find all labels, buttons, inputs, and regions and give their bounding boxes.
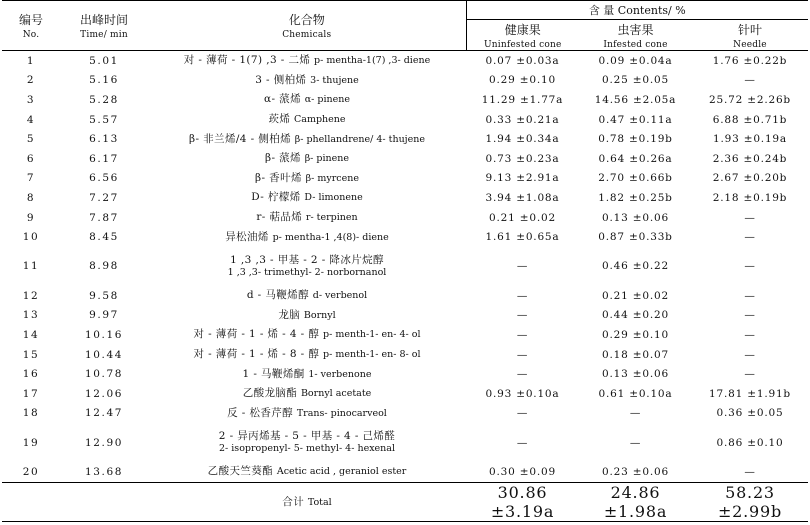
row-needle: 6.88 ±0.71b: [712, 113, 788, 126]
row-number: 3: [26, 93, 36, 106]
chemical-name-en: p- menth-1- en- 4- ol: [323, 329, 421, 341]
row-time: 5.16: [89, 74, 119, 87]
row-number: 9: [26, 211, 36, 224]
row-chemical: [148, 345, 466, 365]
row-chemical: [148, 306, 466, 326]
chemical-name-zh: β- 非兰烯/4 - 侧柏烯: [189, 132, 291, 145]
chemical-name-en: Trans- pinocarveol: [296, 407, 387, 419]
table-header: [2, 1, 808, 51]
table-row: [2, 404, 808, 424]
row-time: 8.45: [89, 231, 119, 244]
header-infested-en: Infested cone: [603, 39, 668, 50]
table-row: [2, 227, 808, 247]
row-chemical: [148, 188, 466, 208]
row-number: 14: [22, 328, 40, 341]
row-time: 13.68: [84, 465, 124, 478]
chemical-name-zh: 1 ,3 ,3 - 甲基 - 2 - 降冰片烷醇: [230, 253, 384, 266]
header-time-en: Time/ min: [80, 30, 128, 40]
row-needle: 2.67 ±0.20b: [712, 172, 788, 185]
row-needle: 2.18 ±0.19b: [712, 191, 788, 204]
table-row: [2, 71, 808, 91]
chemical-name-zh: 龙脑: [278, 308, 301, 321]
row-uninfested: —: [516, 436, 529, 449]
row-chemical: [148, 71, 466, 91]
table-row: [2, 306, 808, 326]
row-chemical: [148, 286, 466, 306]
total-row: [2, 482, 808, 521]
row-uninfested: 1.94 ±0.34a: [485, 133, 560, 146]
header-uninfested: [466, 20, 579, 51]
row-time: 6.17: [89, 152, 119, 165]
table-row: [2, 462, 808, 482]
table-row: [2, 384, 808, 404]
chemical-name-en: α- pinene: [304, 94, 350, 106]
chemical-name-en: d- verbenol: [312, 290, 368, 302]
chemical-name-en: β- pinene: [304, 153, 350, 165]
row-uninfested: 0.21 ±0.02: [489, 211, 556, 224]
row-uninfested: 1.61 ±0.65a: [485, 231, 560, 244]
row-number: 7: [26, 172, 36, 185]
chemical-name-en: Bornyl acetate: [300, 388, 372, 400]
row-uninfested: —: [516, 348, 529, 361]
table-row: [2, 169, 808, 189]
chemical-name-en: 1- verbenone: [308, 368, 372, 380]
chemical-name-en: p- mentha-1(7) ,3- diene: [314, 55, 431, 67]
header-uninfested-en: Uninfested cone: [484, 39, 562, 50]
header-infested: [579, 20, 692, 51]
row-number: 13: [22, 309, 40, 322]
row-needle: —: [744, 309, 756, 322]
row-infested: —: [629, 407, 642, 420]
chemical-name-zh: 莰烯: [268, 113, 291, 126]
row-infested: 0.64 ±0.26a: [598, 152, 673, 165]
header-needle: [692, 20, 808, 51]
row-needle: 0.36 ±0.05: [716, 407, 784, 420]
row-infested: 0.18 ±0.07: [602, 348, 669, 361]
row-number: 2: [26, 74, 36, 87]
total-label-en: Total: [307, 497, 332, 509]
compounds-table: [2, 0, 808, 522]
table-body: [2, 51, 808, 483]
row-number: 20: [22, 465, 40, 478]
row-time: 7.87: [89, 211, 119, 224]
row-infested: 0.78 ±0.19b: [598, 133, 673, 146]
header-infested-zh: 虫害果: [617, 22, 654, 37]
row-number: 8: [26, 191, 36, 204]
row-infested: 14.56 ±2.05a: [594, 93, 677, 106]
row-infested: 0.13 ±0.06: [602, 368, 669, 381]
row-infested: 2.70 ±0.66b: [598, 172, 673, 185]
row-needle: 0.86 ±0.10: [716, 436, 784, 449]
header-needle-zh: 针叶: [737, 22, 762, 37]
row-uninfested: 0.29 ±0.10: [489, 74, 556, 87]
header-time: [60, 1, 148, 51]
chemical-name-zh: 3 - 侧柏烯: [255, 73, 307, 86]
row-chemical: [148, 423, 466, 462]
row-chemical: [148, 110, 466, 130]
header-needle-en: Needle: [733, 39, 767, 50]
chemical-name-zh: 对 - 薄荷 - 1 - 烯 - 8 - 醇: [193, 348, 320, 361]
chemical-name-en: r- terpinen: [305, 212, 358, 224]
row-number: 1: [26, 54, 36, 67]
row-uninfested: 0.33 ±0.21a: [485, 113, 560, 126]
row-uninfested: 0.07 ±0.03a: [485, 54, 560, 67]
chemical-name-zh: 乙酸天竺葵酯: [207, 465, 274, 478]
row-chemical: [148, 384, 466, 404]
table-row: [2, 247, 808, 286]
chemical-name-en: 1 ,3 ,3- trimethyl- 2- norbornanol: [227, 266, 387, 278]
table-row: [2, 129, 808, 149]
row-uninfested: 0.93 ±0.10a: [485, 387, 560, 400]
row-uninfested: 3.94 ±1.08a: [485, 191, 560, 204]
chemical-name-en: p- mentha-1 ,4(8)- diene: [272, 231, 389, 243]
total-label: [148, 482, 466, 521]
row-time: 12.47: [84, 407, 124, 420]
total-needle: 58.23 ±2.99b: [692, 482, 808, 521]
row-chemical: [148, 129, 466, 149]
row-needle: —: [744, 368, 756, 381]
row-chemical: [148, 90, 466, 110]
chemical-name-en: Bornyl: [303, 309, 336, 321]
chemical-name-zh: r- 萜品烯: [256, 211, 303, 224]
chemical-name-zh: 对 - 薄荷 - 1 - 烯 - 4 - 醇: [193, 328, 320, 341]
row-time: 10.78: [84, 368, 124, 381]
row-time: 10.16: [84, 328, 124, 341]
row-needle: —: [744, 348, 756, 361]
chemical-name-en: 2- isopropenyl- 5- methyl- 4- hexenal: [219, 443, 395, 455]
chemical-name-zh: 2 - 异丙烯基 - 5 - 甲基 - 4 - 己烯醛: [218, 430, 396, 443]
row-time: 9.97: [89, 309, 119, 322]
row-time: 12.90: [84, 436, 124, 449]
chemical-name-en: D- limonene: [304, 192, 363, 204]
table-row: [2, 286, 808, 306]
row-infested: 0.47 ±0.11a: [598, 113, 673, 126]
chemical-name-zh: 反 - 松香芹醇: [227, 406, 294, 419]
table-row: [2, 423, 808, 462]
row-needle: —: [744, 74, 756, 87]
chemical-name-zh: 1 - 马鞭烯酮: [242, 367, 305, 380]
row-number: 6: [26, 152, 36, 165]
row-needle: 25.72 ±2.26b: [709, 93, 791, 106]
row-chemical: [148, 208, 466, 228]
row-needle: —: [744, 328, 756, 341]
row-infested: 0.61 ±0.10a: [598, 387, 673, 400]
header-contents: 含 量 Contents/ %: [466, 1, 808, 20]
chemical-name-zh: α- 蒎烯: [264, 93, 301, 106]
row-time: 10.44: [84, 348, 124, 361]
row-time: 7.27: [89, 191, 119, 204]
row-uninfested: —: [516, 328, 529, 341]
header-no-zh: 编号: [18, 13, 43, 27]
row-needle: —: [744, 211, 756, 224]
chemical-name-en: 3- thujene: [310, 74, 359, 86]
row-number: 18: [22, 407, 40, 420]
row-time: 12.06: [84, 387, 124, 400]
row-chemical: [148, 227, 466, 247]
chemical-name-zh: β- 蒎烯: [264, 152, 301, 165]
table-row: [2, 208, 808, 228]
row-time: 9.58: [89, 289, 119, 302]
row-infested: 0.29 ±0.10: [602, 328, 669, 341]
chemical-name-zh: d - 马鞭烯醇: [246, 289, 309, 302]
row-chemical: [148, 404, 466, 424]
row-infested: 0.21 ±0.02: [602, 289, 669, 302]
row-number: 10: [22, 231, 40, 244]
table-row: [2, 345, 808, 365]
row-needle: —: [744, 260, 756, 273]
row-number: 19: [22, 436, 40, 449]
chemical-name-en: p- menth-1- en- 8- ol: [323, 349, 421, 361]
row-time: 6.56: [89, 172, 119, 185]
row-infested: 0.09 ±0.04a: [598, 54, 673, 67]
row-chemical: [148, 51, 466, 71]
row-infested: 0.25 ±0.05: [602, 74, 669, 87]
total-label-zh: 合计: [282, 496, 305, 509]
row-number: 4: [26, 113, 36, 126]
row-infested: 0.44 ±0.20: [602, 309, 669, 322]
row-uninfested: —: [516, 260, 529, 273]
chemical-name-zh: D- 柠檬烯: [251, 191, 301, 204]
row-needle: —: [744, 465, 756, 478]
chemical-name-en: Acetic acid , geraniol ester: [276, 466, 407, 478]
chemical-name-en: β- myrcene: [305, 172, 359, 184]
chemical-name-en: Camphene: [294, 114, 346, 126]
row-needle: 2.36 ±0.24b: [712, 152, 788, 165]
header-no: [2, 1, 60, 51]
table-row: [2, 364, 808, 384]
header-no-en: No.: [22, 30, 40, 40]
row-number: 17: [22, 387, 40, 400]
header-chem-en: Chemicals: [282, 30, 332, 40]
row-time: 5.01: [89, 54, 119, 67]
row-needle: —: [744, 231, 756, 244]
chemical-name-en: β- phellandrene/ 4- thujene: [294, 133, 425, 145]
row-chemical: [148, 149, 466, 169]
row-uninfested: —: [516, 289, 529, 302]
header-chem-zh: 化合物: [288, 13, 325, 27]
row-chemical: [148, 462, 466, 482]
header-chemicals: [148, 1, 466, 51]
row-uninfested: 9.13 ±2.91a: [485, 172, 560, 185]
row-uninfested: 0.73 ±0.23a: [485, 152, 560, 165]
row-uninfested: —: [516, 368, 529, 381]
row-number: 5: [26, 133, 36, 146]
row-infested: 0.46 ±0.22: [602, 260, 669, 273]
row-uninfested: —: [516, 309, 529, 322]
row-chemical: [148, 364, 466, 384]
header-uninfested-zh: 健康果: [504, 22, 541, 37]
chemical-name-zh: β- 香叶烯: [255, 171, 302, 184]
row-time: 8.98: [89, 260, 119, 273]
row-infested: 0.23 ±0.06: [602, 465, 669, 478]
row-infested: 0.87 ±0.33b: [598, 231, 673, 244]
row-time: 5.57: [89, 113, 119, 126]
row-uninfested: 0.30 ±0.09: [489, 465, 556, 478]
row-uninfested: —: [516, 407, 529, 420]
row-infested: 1.82 ±0.25b: [598, 191, 673, 204]
chemical-name-zh: 乙酸龙脑酯: [242, 387, 298, 400]
row-uninfested: 11.29 ±1.77a: [481, 93, 564, 106]
chemical-name-zh: 对 - 薄荷 - 1(7) ,3 - 二烯: [183, 54, 311, 67]
total-infested: 24.86 ±1.98a: [579, 482, 692, 521]
row-chemical: [148, 169, 466, 189]
row-time: 6.13: [89, 133, 119, 146]
row-number: 15: [22, 348, 40, 361]
header-time-zh: 出峰时间: [79, 13, 128, 27]
chemical-name-zh: 异松油烯: [225, 230, 269, 243]
row-number: 12: [22, 289, 40, 302]
row-chemical: [148, 247, 466, 286]
row-needle: 1.93 ±0.19a: [713, 133, 787, 146]
row-number: 16: [22, 368, 40, 381]
table-row: [2, 90, 808, 110]
row-infested: 0.13 ±0.06: [602, 211, 669, 224]
table-row: [2, 325, 808, 345]
table-row: [2, 188, 808, 208]
row-time: 5.28: [89, 93, 119, 106]
total-uninfested: 30.86 ±3.19a: [466, 482, 579, 521]
row-needle: 17.81 ±1.91b: [709, 387, 791, 400]
table-row: [2, 149, 808, 169]
row-needle: 1.76 ±0.22b: [712, 54, 788, 67]
row-number: 11: [22, 260, 40, 273]
table-row: [2, 51, 808, 71]
row-chemical: [148, 325, 466, 345]
row-infested: —: [629, 436, 642, 449]
row-needle: —: [744, 289, 756, 302]
table-row: [2, 110, 808, 130]
